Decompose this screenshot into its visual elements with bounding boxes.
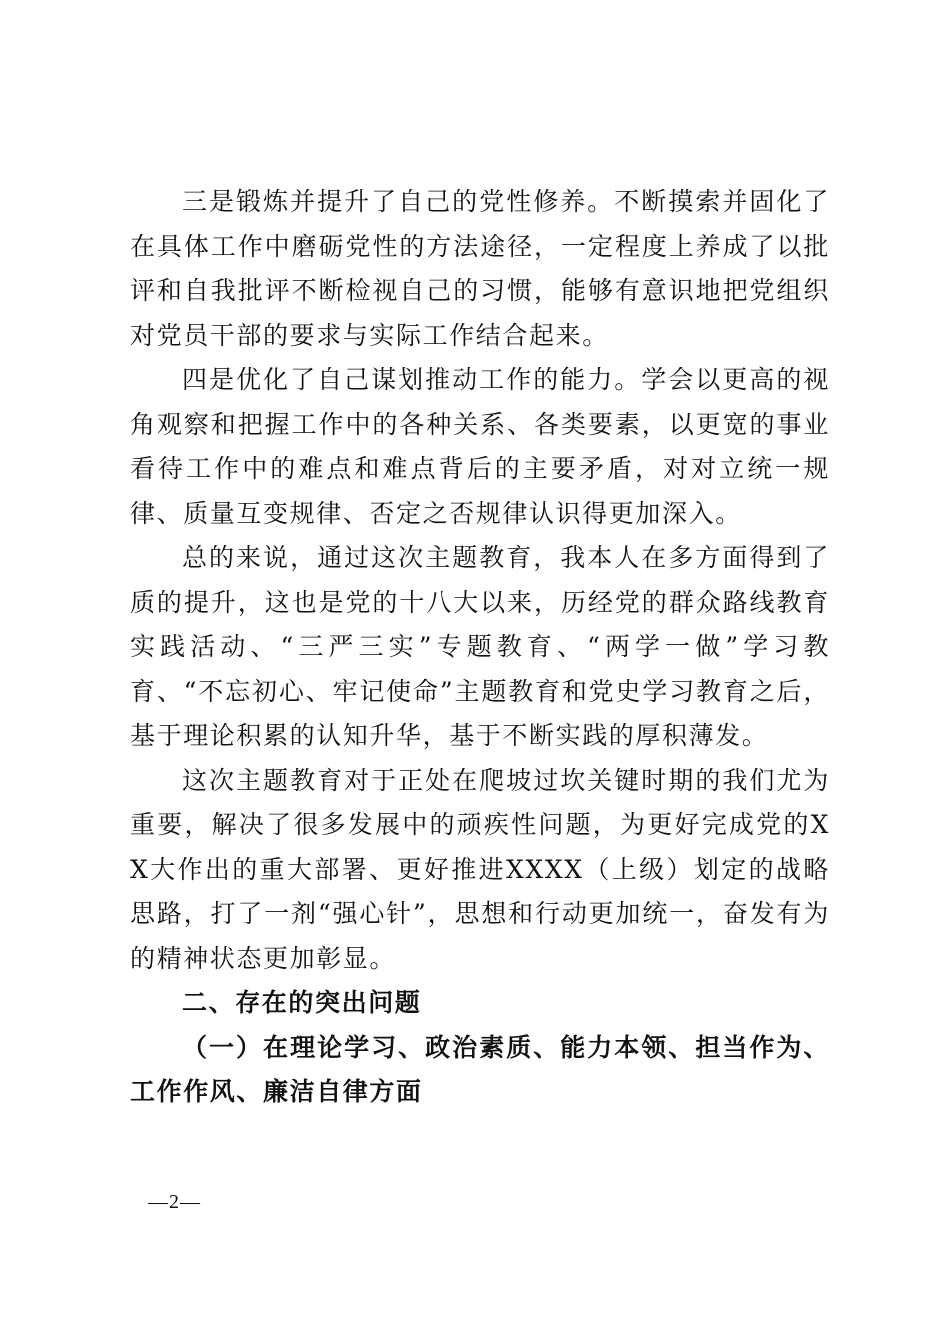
paragraph-planning-ability: 四是优化了自己谋划推动工作的能力。学会以更高的视角观察和把握工作中的各种关系、各类要素，以更宽的事业看待工作中的难点和难点背后的主要矛盾，对对立统一规律、质量互变规律、否定之否规律认识得更加深入。 xyxy=(130,365,830,528)
subsection-heading: （一）在理论学习、政治素质、能力本领、担当作为、工作作风、廉洁自律方面 xyxy=(130,1032,830,1106)
document-body xyxy=(130,180,830,1115)
paragraph-significance: 这次主题教育对于正处在爬坡过坎关键时期的我们尤为重要，解决了很多发展中的顽疾性问题，为更好完成党的XX大作出的重大部署、更好推进XXXX（上级）划定的战略思路，打了一剂“强心针”，思想和行动更加统一，奋发有为的精神状态更加彰显。 xyxy=(130,765,830,973)
paragraph-summary: 总的来说，通过这次主题教育，我本人在多方面得到了质的提升，这也是党的十八大以来，历经党的群众路线教育实践活动、“三严三实”专题教育、“两学一做”学习教育、“不忘初心、牢记使命”主题教育和党史学习教育之后，基于理论积累的认知升华，基于不断实践的厚积薄发。 xyxy=(130,543,830,750)
paragraph-party-spirit: 三是锻炼并提升了自己的党性修养。不断摸索并固化了在具体工作中磨砺党性的方法途径，一定程度上养成了以批评和自我批评不断检视自己的习惯，能够有意识地把党组织对党员干部的要求与实际工作结合起来。 xyxy=(130,187,830,350)
page-number: —2— xyxy=(148,1191,201,1213)
section-heading: 二、存在的突出问题 xyxy=(182,988,422,1017)
